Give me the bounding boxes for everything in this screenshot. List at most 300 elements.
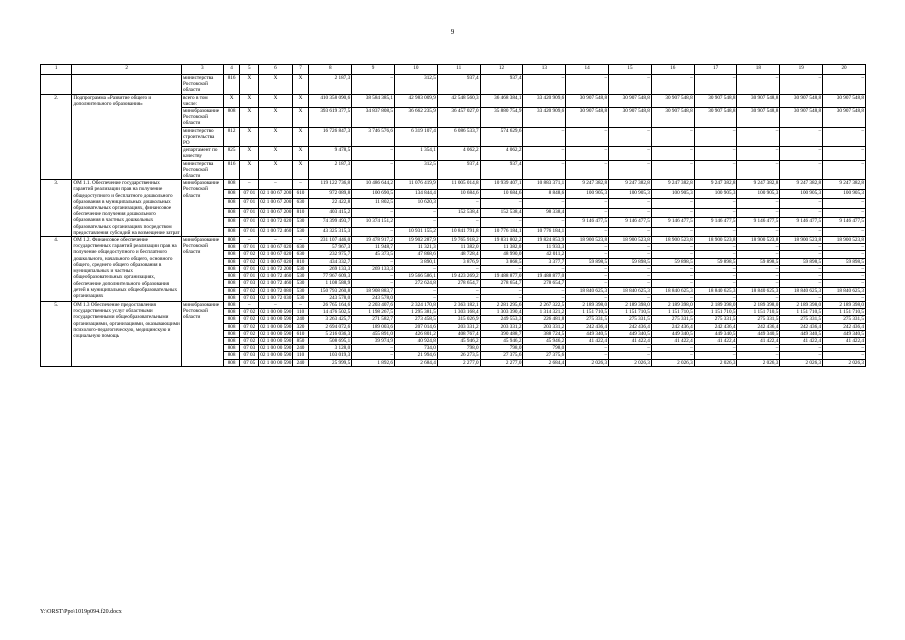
column-number: 18 [737,65,780,75]
amount-cell: – [651,352,694,359]
vr-code: 610 [292,189,309,198]
amount-cell: – [651,147,694,160]
amount-cell: – [694,160,737,180]
rzpr-code: 07 01 [240,208,259,217]
amount-cell: 1 198 267,5 [352,309,395,316]
grbs-code: 808 [223,265,240,272]
amount-cell: – [823,273,866,280]
amount-cell: – [609,273,652,280]
grbs-code: 808 [223,323,240,330]
amount-cell: – [609,251,652,258]
amount-cell: 100 905,3 [737,189,780,198]
row-number: 2. [41,94,72,180]
executor: минобразование Ростовской области [181,180,223,237]
amount-cell: 1 303 168,4 [437,309,480,316]
amount-cell: 59 898,5 [651,258,694,265]
column-number: 16 [651,65,694,75]
amount-cell: – [651,208,694,217]
amount-cell: 19 478 917,2 [352,237,395,244]
column-number: 8 [309,65,352,75]
amount-cell: 3 868,5 [480,258,523,265]
amount-cell: 10 374 151,2 [352,218,395,227]
grbs-code: 808 [223,316,240,323]
csr-code: 02 1 00 00 590 [260,359,292,366]
amount-cell: – [737,280,780,287]
grbs-code: 808 [223,287,240,294]
amount-cell: 937,4 [437,75,480,95]
amount-cell: 2 684,4 [523,359,566,366]
amount-cell: – [823,265,866,272]
amount-cell: 275 331,5 [566,316,609,323]
vr-code: 630 [292,244,309,251]
grbs-code: 808 [223,227,240,236]
amount-cell: 59 898,5 [737,258,780,265]
executor: министерства Ростовской области [181,75,223,95]
amount-cell: 41 422,4 [737,337,780,344]
program-name: Подпрограмма «Развитие общего и дополнительного образования» [72,94,182,180]
amount-cell: 21 994,6 [394,352,437,359]
grbs-code: 808 [223,280,240,287]
column-number: 9 [352,65,395,75]
csr-code: 02 1 00 72 460 [259,227,292,236]
amount-cell: 207 014,6 [394,323,437,330]
amount-cell: – [523,199,566,208]
vr-code: X [292,127,309,147]
amount-cell: 18 840 625,3 [780,287,823,294]
amount-cell: 42 983 009,9 [394,94,437,107]
amount-cell: 9 146 477,5 [780,218,823,227]
amount-cell: 9 146 477,5 [823,218,866,227]
amount-cell: – [737,345,780,352]
rzpr-code: 07 01 [240,265,259,272]
amount-cell: – [437,287,480,294]
amount-cell: – [694,244,737,251]
amount-cell: – [823,208,866,217]
csr-code: 02 1 00 67 020 [260,244,292,251]
amount-cell: – [523,147,566,160]
amount-cell: – [694,280,737,287]
amount-cell: 9 247 382,8 [566,180,609,189]
amount-cell: – [651,227,694,236]
vr-code: X [292,75,309,95]
grbs-code: 808 [223,330,240,337]
rzpr-code: 07 01 [240,189,259,198]
amount-cell: 189 003,6 [352,323,395,330]
amount-cell: 41 422,4 [823,337,866,344]
amount-cell: 100 905,3 [780,189,823,198]
amount-cell: 33 420 909,6 [523,94,566,107]
amount-cell: 2 694 072,6 [309,323,352,330]
amount-cell: – [823,160,866,180]
csr-code: – [259,301,292,308]
amount-cell: 18 900 523,8 [609,237,652,244]
amount-cell: 798,0 [480,345,523,352]
executor: минобразование Ростовской области [181,237,223,302]
amount-cell: – [352,273,395,280]
amount-cell: 3 746 576,6 [352,127,395,147]
column-number: 11 [437,65,480,75]
amount-cell: 9 247 382,8 [609,180,652,189]
amount-cell: 2 277,0 [480,359,523,366]
csr-code: 02 1 00 67 200 [259,208,292,217]
csr-code: – [259,180,292,189]
rzpr-code: 07 02 [240,316,259,323]
amount-cell: 30 907 548,8 [609,94,652,107]
amount-cell: 9 247 382,8 [737,180,780,189]
amount-cell: – [823,199,866,208]
amount-cell: 41 422,4 [566,337,609,344]
vr-code: X [292,160,309,180]
amount-cell: 275 331,5 [823,316,866,323]
amount-cell: 18 900 523,8 [651,237,694,244]
amount-cell: 2 026,3 [651,359,694,366]
amount-cell: – [694,345,737,352]
grbs-code: 808 [223,273,240,280]
amount-cell: 2 324 170,8 [394,301,437,308]
vr-code: X [292,94,309,107]
amount-cell: 434 332,7 [309,258,352,265]
amount-cell: 2 189 398,0 [566,301,609,308]
amount-cell: 30 907 548,8 [651,94,694,107]
amount-cell: 10 620,3 [394,199,437,208]
amount-cell: – [566,208,609,217]
amount-cell: 33 420 909,6 [523,108,566,128]
amount-cell: – [823,352,866,359]
grbs-code: 808 [223,309,240,316]
amount-cell: 508 695,1 [309,337,352,344]
amount-cell: – [352,352,395,359]
amount-cell: – [566,345,609,352]
amount-cell: 1 151 710,5 [737,309,780,316]
amount-cell: – [480,218,523,227]
amount-cell: 242 436,4 [694,323,737,330]
amount-cell: 455 891,0 [352,330,395,337]
table-row [41,237,866,244]
amount-cell: – [609,244,652,251]
amount-cell: 6 319 107,4 [394,127,437,147]
rzpr-code: 07 01 [240,218,259,227]
grbs-code: 808 [223,352,240,359]
amount-cell: 275 331,5 [651,316,694,323]
rzpr-code: – [240,301,259,308]
rzpr-code: 07 02 [240,323,259,330]
amount-cell: 27 375,6 [480,352,523,359]
amount-cell: – [394,218,437,227]
amount-cell: 449 340,5 [651,330,694,337]
amount-cell: – [780,244,823,251]
grbs-code: 808 [223,359,240,366]
amount-cell: – [737,199,780,208]
amount-cell: – [694,352,737,359]
amount-cell: – [651,345,694,352]
executor: минобразование Ростовской области [181,108,223,128]
amount-cell: 1 303 390,4 [480,309,523,316]
rzpr-code: 07 01 [240,227,259,236]
amount-cell: 10 939 407,1 [480,180,523,189]
amount-cell: 48 728,4 [437,251,480,258]
amount-cell: 9 146 477,5 [609,218,652,227]
column-number: 10 [394,65,437,75]
csr-code: 02 1 00 00 590 [260,345,292,352]
amount-cell: 937,4 [480,75,523,95]
amount-cell: 18 840 625,3 [651,287,694,294]
amount-cell: – [523,160,566,180]
amount-cell: – [523,127,566,147]
amount-cell: – [823,345,866,352]
amount-cell: 18 840 625,3 [566,287,609,294]
grbs-code: 808 [223,189,240,198]
page-number: 9 [450,28,455,36]
amount-cell: 6 086 533,7 [437,127,480,147]
amount-cell: – [609,345,652,352]
amount-cell: – [609,265,652,272]
grbs-code: 808 [223,345,240,352]
amount-cell: – [780,265,823,272]
amount-cell: 10 684,6 [480,189,523,198]
amount-cell: 9 146 477,5 [651,218,694,227]
amount-cell: – [780,160,823,180]
vr-code: 530 [292,287,309,294]
amount-cell: – [566,280,609,287]
rzpr-code: 07 01 [240,273,259,280]
amount-cell: – [780,294,823,301]
amount-cell: – [780,208,823,217]
amount-cell: 449 340,5 [694,330,737,337]
amount-cell: – [823,227,866,236]
column-number: 13 [523,65,566,75]
amount-cell: 3 128,0 [309,345,352,352]
csr-code: 02 1 00 00 590 [260,316,292,323]
amount-cell: 449 340,5 [823,330,866,337]
amount-cell: 38 584 385,1 [352,94,395,107]
amount-cell: 18 840 625,3 [694,287,737,294]
rzpr-code: 07 02 [240,337,259,344]
amount-cell: 41 422,4 [694,337,737,344]
rzpr-code: 07 02 [240,287,259,294]
amount-cell: 9 247 382,8 [694,180,737,189]
amount-cell: – [823,294,866,301]
amount-cell: 34 837 808,5 [352,108,395,128]
amount-cell: – [780,345,823,352]
amount-cell: 30 907 548,8 [651,108,694,128]
amount-cell: 3 876,9 [437,258,480,265]
row-number [41,75,72,95]
amount-cell: – [780,199,823,208]
amount-cell: – [523,218,566,227]
grbs-code: 808 [223,218,240,227]
amount-cell: 2 026,3 [780,359,823,366]
amount-cell: – [651,244,694,251]
rzpr-code: 07 03 [240,294,259,301]
amount-cell: – [437,294,480,301]
csr-code: X [259,108,292,128]
amount-cell: – [566,75,609,95]
amount-cell: – [694,208,737,217]
amount-cell: 271 582,7 [352,316,395,323]
amount-cell: 10 486 644,2 [352,180,395,189]
grbs-code: 808 [223,301,240,308]
amount-cell: – [352,160,395,180]
amount-cell: 1 151 710,5 [566,309,609,316]
amount-cell: 9 146 477,5 [737,218,780,227]
amount-cell: 43 325 315,3 [309,227,352,236]
amount-cell: – [737,227,780,236]
rzpr-code: 07 03 [240,345,259,352]
rzpr-code: X [240,160,259,180]
amount-cell: 10 883 371,1 [523,180,566,189]
amount-cell: 41 422,4 [780,337,823,344]
amount-cell: 19 423 269,2 [437,273,480,280]
amount-cell: – [480,265,523,272]
csr-code: 02 1 00 72 460 [260,273,292,280]
amount-cell: – [523,287,566,294]
amount-cell: – [609,280,652,287]
amount-cell: 11 382,0 [437,244,480,251]
amount-cell: 119 122 736,8 [309,180,352,189]
amount-cell: – [352,208,395,217]
amount-cell: 30 907 548,8 [694,94,737,107]
rzpr-code: 07 01 [240,244,259,251]
amount-cell: 19 488 877,0 [480,273,523,280]
amount-cell: 77 967 609,3 [309,273,352,280]
csr-code: 02 1 00 72 200 [260,265,292,272]
amount-cell: 9 146 477,5 [694,218,737,227]
amount-cell: 2 267 322,5 [523,301,566,308]
amount-cell: 312,5 [394,75,437,95]
amount-cell: 2 026,3 [609,359,652,366]
vr-code: 320 [292,323,309,330]
amount-cell: – [651,294,694,301]
amount-cell: 275 331,5 [780,316,823,323]
amount-cell: 152 538,4 [437,208,480,217]
amount-cell: 1 151 710,5 [609,309,652,316]
vr-code: 110 [292,352,309,359]
amount-cell: 2 189 398,0 [780,301,823,308]
vr-code: 850 [292,337,309,344]
file-path-footer: Y:\ORST\Ppo\1019p094.f20.docx [40,609,122,615]
amount-cell: 18 840 625,3 [737,287,780,294]
executor: министерства Ростовской области [181,160,223,180]
amount-cell: – [566,294,609,301]
amount-cell: – [480,287,523,294]
amount-cell: 41 422,4 [651,337,694,344]
rzpr-code: 07 02 [240,251,259,258]
amount-cell: 18 908 883,7 [352,287,395,294]
amount-cell: 426 801,2 [394,330,437,337]
csr-code: – [259,237,292,244]
amount-cell: 18 840 625,3 [609,287,652,294]
vr-code: 240 [292,316,309,323]
amount-cell: 1 151 710,5 [694,309,737,316]
program-name: ОМ 1.1. Обеспечение государственных гарантий реализации прав на получение общедоступного и бесплатного дошкольного образования в муниципальных дошкольных образовательных организациях, финансовое обеспечение получения дошкольного образования в частных дошкольных образовательных организациях посредством предоставления субсидий на возмещение затрат [73,180,180,236]
amount-cell: 41 422,4 [609,337,652,344]
amount-cell: 19 765 918,2 [437,237,480,244]
amount-cell: 937,4 [480,160,523,180]
amount-cell: 410 358 090,6 [309,94,352,107]
amount-cell: – [651,199,694,208]
amount-cell: 40 924,8 [394,337,437,344]
rzpr-code: 07 02 [240,330,259,337]
amount-cell: 74 399 493,7 [309,218,352,227]
amount-cell: 243 578,0 [309,294,352,301]
table-row [41,94,866,107]
grbs-code: 808 [223,108,240,128]
amount-cell: 10 776 184,1 [480,227,523,236]
amount-cell: 9 247 382,8 [823,180,866,189]
amount-cell: 1 151 710,5 [823,309,866,316]
amount-cell: 19 824 853,9 [523,237,566,244]
grbs-code: 808 [223,294,240,301]
vr-code: 630 [292,199,309,208]
rzpr-code: 07 02 [240,258,259,265]
amount-cell: 16 726 847,3 [309,127,352,147]
csr-code: 02 1 00 67 020 [260,251,292,258]
amount-cell: – [737,244,780,251]
vr-code: 240 [292,359,309,366]
amount-cell: – [651,75,694,95]
program-name: ОМ 1.3 Обеспечение предоставления государственных услуг областными государственными общеобразовательными организациями, организациями, оказывающими психолого-педагогическую, медицинскую и социальную помощь [72,301,182,366]
amount-cell: 275 331,5 [737,316,780,323]
amount-cell: 100 905,3 [694,189,737,198]
amount-cell: 45 946,2 [480,337,523,344]
amount-cell: 11 933,3 [523,244,566,251]
rzpr-code: X [240,147,259,160]
amount-cell: – [609,127,652,147]
amount-cell: 9 247 382,8 [651,180,694,189]
grbs-code: 812 [223,127,240,147]
amount-cell: 30 907 548,8 [823,108,866,128]
amount-cell: – [352,147,395,160]
amount-cell: 232 975,7 [309,251,352,258]
amount-cell: 59 898,5 [566,258,609,265]
amount-cell: 18 840 625,3 [823,287,866,294]
vr-code: 630 [292,251,309,258]
executor: минобразование Ростовской области [181,301,223,366]
amount-cell: – [566,227,609,236]
amount-cell: – [609,160,652,180]
amount-cell: 30 907 548,8 [737,94,780,107]
amount-cell: 30 907 548,8 [566,108,609,128]
amount-cell: – [566,199,609,208]
vr-code: – [292,301,309,308]
column-number: 15 [609,65,652,75]
grbs-code: 816 [223,160,240,180]
vr-code: X [292,108,309,128]
executor: департамент по качеству [181,147,223,160]
csr-code: 02 1 00 00 590 [260,309,292,316]
amount-cell: 30 907 548,8 [737,108,780,128]
amount-cell: 59 898,5 [609,258,652,265]
amount-cell: – [780,280,823,287]
grbs-code: 808 [223,180,240,189]
amount-cell: – [651,273,694,280]
amount-cell: 100 905,3 [823,189,866,198]
amount-cell: – [352,345,395,352]
executor: всего в том числе: [181,94,223,107]
amount-cell: – [609,208,652,217]
column-number: 17 [694,65,737,75]
amount-cell: – [566,127,609,147]
amount-cell: 275 331,5 [694,316,737,323]
rzpr-code: X [240,94,259,107]
amount-cell: 14 476 502,5 [309,309,352,316]
amount-cell: 10 931 155,2 [394,227,437,236]
amount-cell: – [694,199,737,208]
amount-cell: – [737,208,780,217]
amount-cell: 3 377,7 [523,258,566,265]
amount-cell: 798,0 [523,345,566,352]
rzpr-code: X [240,127,259,147]
